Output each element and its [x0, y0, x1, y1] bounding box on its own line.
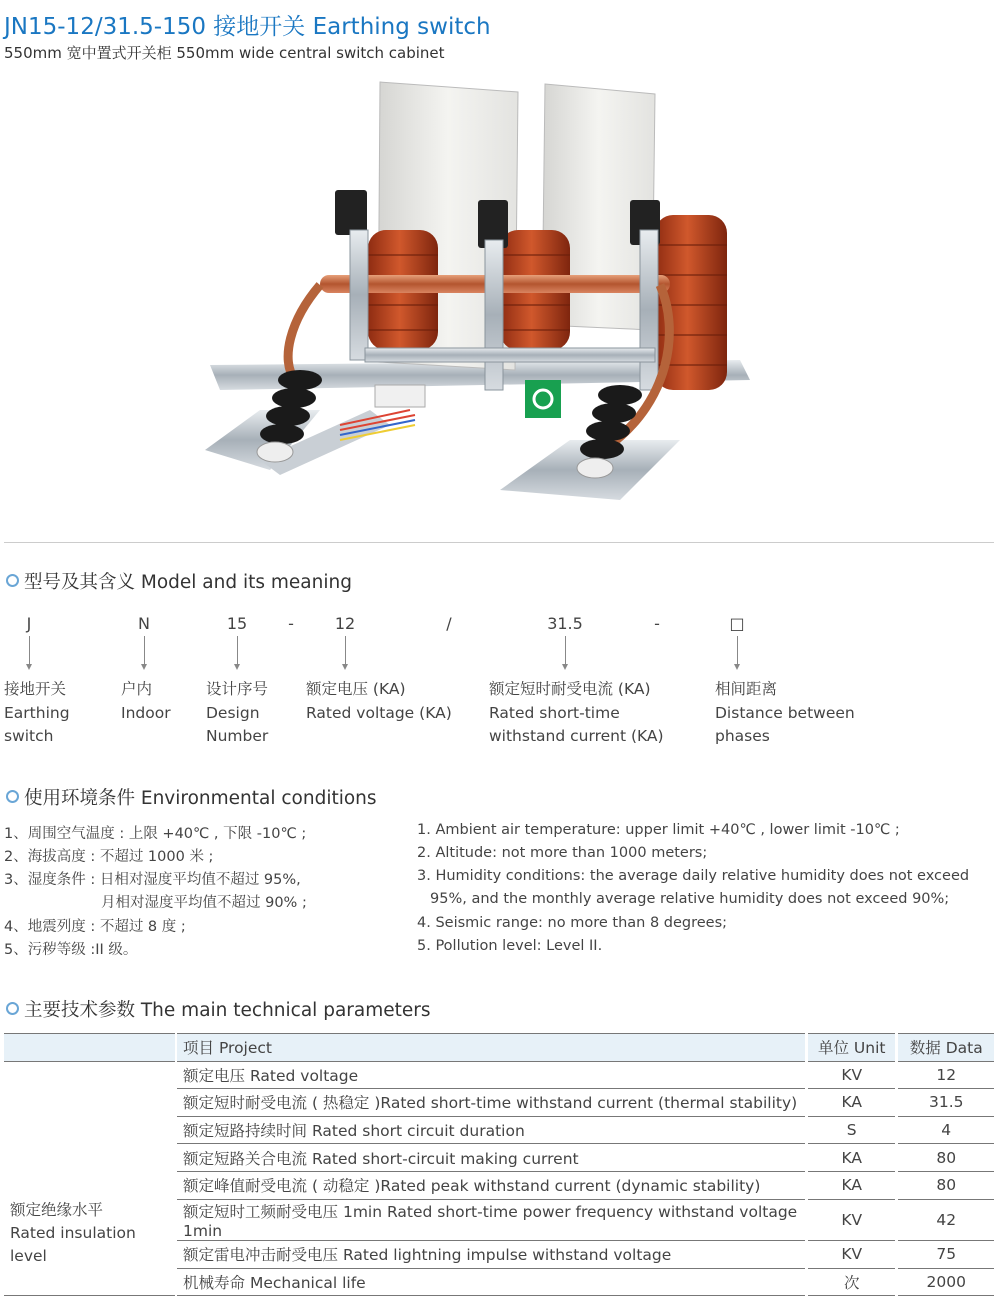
table-cell-data: 75 [897, 1240, 994, 1268]
table-cell [4, 1171, 176, 1199]
pointer-line [565, 636, 566, 666]
params-section-heading: 主要技术参数 The main technical parameters [6, 996, 431, 1022]
model-meaning-earthing: 接地开关 Earthing switch [4, 680, 70, 745]
model-code: 31.5 [547, 614, 583, 633]
table-cell-project: 额定雷电冲击耐受电压 Rated lightning impulse withstand voltage [176, 1240, 806, 1268]
model-meaning-indoor: 户内 Indoor [121, 680, 171, 722]
table-header-project: 项目 Project [176, 1034, 806, 1062]
arrow-down-icon [562, 664, 568, 670]
env-en-line: 2. Altitude: not more than 1000 meters; [417, 845, 708, 861]
table-cell-unit: S [806, 1116, 896, 1144]
table-cell-data: 80 [897, 1144, 994, 1172]
table-cell-data: 12 [897, 1061, 994, 1089]
env-zh-line: 5、污秽等级 :II 级。 [4, 942, 138, 958]
env-en-line: 1. Ambient air temperature: upper limit +40℃ , lower limit -10℃ ; [417, 822, 900, 838]
circle-bullet-icon [6, 574, 19, 587]
table-cell-data: 42 [897, 1199, 994, 1240]
table-cell-project: 额定电压 Rated voltage [176, 1061, 806, 1089]
model-meaning-design: 设计序号 Design Number [206, 680, 269, 745]
table-row [4, 1268, 994, 1296]
table-row [4, 1199, 994, 1240]
arrow-down-icon [734, 664, 740, 670]
page-title: JN15-12/31.5-150 接地开关 Earthing switch [4, 14, 491, 40]
model-code: - [654, 614, 660, 633]
arrow-down-icon [342, 664, 348, 670]
table-row [4, 1089, 994, 1117]
table-cell-unit: KA [806, 1089, 896, 1117]
pointer-line [144, 636, 145, 666]
model-meaning-current: 额定短时耐受电流 (KA) Rated short-time withstand current (KA) [489, 680, 664, 745]
table-cell-unit: KV [806, 1061, 896, 1089]
table-cell-unit: KA [806, 1144, 896, 1172]
table-row [4, 1061, 994, 1089]
table-cell [4, 1116, 176, 1144]
table-header-data: 数据 Data [897, 1034, 994, 1062]
model-code: N [138, 614, 150, 633]
model-code: □ [729, 614, 745, 633]
table-cell-project: 额定峰值耐受电流 ( 动稳定 )Rated peak withstand current (dynamic stability) [176, 1171, 806, 1199]
table-cell-project: 机械寿命 Mechanical life [176, 1268, 806, 1296]
pointer-line [29, 636, 30, 666]
pointer-line [345, 636, 346, 666]
table-cell [4, 1268, 176, 1296]
env-zh-line: 1、周围空气温度 : 上限 +40℃ , 下限 -10℃ ; [4, 826, 307, 842]
table-cell-data: 31.5 [897, 1089, 994, 1117]
arrow-down-icon [26, 664, 32, 670]
table-cell-data: 4 [897, 1116, 994, 1144]
pointer-line [237, 636, 238, 666]
model-code: 12 [334, 614, 356, 633]
table-cell [4, 1144, 176, 1172]
table-cell-unit: KA [806, 1171, 896, 1199]
table-cell-project: 额定短路关合电流 Rated short-circuit making current [176, 1144, 806, 1172]
env-en-line: 95%, and the monthly average relative humidity does not exceed 90%; [430, 891, 950, 907]
env-zh-line: 4、地震列度 : 不超过 8 度 ; [4, 919, 186, 935]
page-subtitle: 550mm 宽中置式开关柜 550mm wide central switch cabinet [4, 44, 445, 62]
env-en-line: 4. Seismic range: no more than 8 degrees; [417, 915, 728, 931]
arrow-down-icon [141, 664, 147, 670]
arrow-down-icon [234, 664, 240, 670]
table-cell-project: 额定短路持续时间 Rated short circuit duration [176, 1116, 806, 1144]
env-en-line: 3. Humidity conditions: the average daily relative humidity does not exceed [417, 868, 970, 884]
table-cell [4, 1061, 176, 1089]
model-section-heading: 型号及其含义 Model and its meaning [6, 568, 352, 594]
section-divider [4, 542, 994, 543]
table-row [4, 1171, 994, 1199]
table-cell-data: 2000 [897, 1268, 994, 1296]
table-cell-project: 额定短时耐受电流 ( 热稳定 )Rated short-time withstand current (thermal stability) [176, 1089, 806, 1117]
env-zh-line: 2、海拔高度 : 不超过 1000 米 ; [4, 849, 214, 865]
table-cell-unit: 次 [806, 1268, 896, 1296]
table-group-label: 额定绝缘水平 Rated insulation level [10, 1201, 136, 1266]
env-en-line: 5. Pollution level: Level II. [417, 938, 603, 954]
model-code: / [446, 614, 452, 633]
pointer-line [737, 636, 738, 666]
model-code: - [288, 614, 294, 633]
earthing-switch-photo [200, 80, 760, 525]
table-row [4, 1144, 994, 1172]
table-cell [4, 1089, 176, 1117]
model-meaning-voltage: 额定电压 (KA) Rated voltage (KA) [306, 680, 452, 722]
table-cell-data: 80 [897, 1171, 994, 1199]
env-section-heading: 使用环境条件 Environmental conditions [6, 784, 377, 810]
table-header-row [4, 1034, 994, 1062]
model-code: 15 [226, 614, 248, 633]
env-zh-line: 月相对湿度平均值不超过 90% ; [101, 895, 307, 911]
table-cell-unit: KV [806, 1240, 896, 1268]
model-code: J [26, 614, 32, 633]
table-header-unit: 单位 Unit [806, 1034, 896, 1062]
table-cell-project: 额定短时工频耐受电压 1min Rated short-time power frequency withstand voltage 1min [176, 1199, 806, 1240]
table-row [4, 1116, 994, 1144]
parameters-table [4, 1033, 994, 1296]
env-zh-line: 3、湿度条件 : 日相对湿度平均值不超过 95%, [4, 872, 301, 888]
circle-bullet-icon [6, 1002, 19, 1015]
table-cell-unit: KV [806, 1199, 896, 1240]
table-header-cell [4, 1034, 176, 1062]
circle-bullet-icon [6, 790, 19, 803]
model-meaning-distance: 相间距离 Distance between phases [715, 680, 855, 745]
